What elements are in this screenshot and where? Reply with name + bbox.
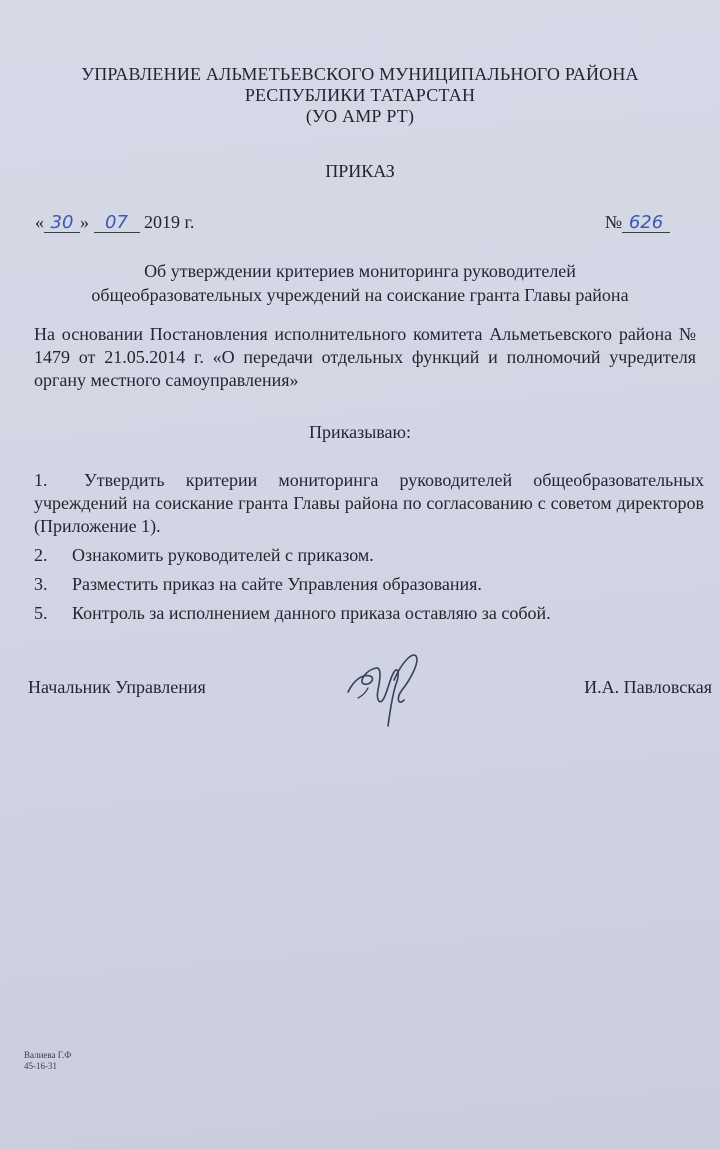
list-item (34, 469, 704, 538)
item-text: Ознакомить руководителей с приказом. (72, 545, 374, 565)
date-open-quote: « (35, 212, 44, 232)
handwritten-month: 07 (94, 214, 140, 233)
item-text: Утвердить критерии мониторинга руководителей общеобразовательных учреждений на соискание гранта Главы района по согласованию с советом директоров (Приложение 1). (34, 470, 704, 536)
handwritten-day: 30 (44, 214, 80, 233)
date-close-quote: » (80, 212, 89, 232)
number-prefix: № (604, 212, 622, 232)
handwritten-signature (340, 640, 430, 740)
item-number: 1. (34, 470, 48, 490)
order-word: Приказываю: (309, 422, 411, 442)
subject-line-2: общеобразовательных учреждений на соискание гранта Главы района (91, 285, 629, 305)
order-date (35, 212, 194, 233)
executor-phone: 45-16-31 (24, 1061, 57, 1071)
executor-name: Валиева Г.Ф (24, 1050, 72, 1060)
header-line-2: РЕСПУБЛИКИ ТАТАРСТАН (244, 85, 476, 105)
order-subject (0, 259, 720, 307)
document-title: ПРИКАЗ (325, 161, 395, 181)
date-number-row (35, 212, 670, 238)
list-item (34, 602, 704, 625)
item-number: 5. (34, 603, 48, 623)
date-year: 2019 г. (144, 212, 195, 232)
organization-header (0, 64, 720, 127)
basis-paragraph: На основании Постановления исполнительного комитета Альметьевского района № 1479 от 21.05.2014 г. «О передачи отдельных функций и полномочий учредителя органу местного самоуправления» (34, 324, 696, 390)
executor-footer (24, 1050, 71, 1072)
subject-line-1: Об утверждении критериев мониторинга руководителей (144, 261, 576, 281)
list-item (34, 573, 704, 596)
item-text: Разместить приказ на сайте Управления образования. (72, 574, 482, 594)
order-number (605, 212, 670, 233)
header-line-1: УПРАВЛЕНИЕ АЛЬМЕТЬЕВСКОГО МУНИЦИПАЛЬНОГО РАЙОНА (81, 64, 639, 84)
handwritten-number: 626 (622, 214, 670, 233)
item-text: Контроль за исполнением данного приказа оставляю за собой. (72, 603, 551, 623)
item-number: 2. (34, 545, 48, 565)
header-line-3: (УО АМР РТ) (305, 106, 415, 126)
list-item (34, 544, 704, 567)
item-number: 3. (34, 574, 48, 594)
order-items-list (34, 469, 704, 631)
signatory-name: И.А. Павловская (584, 677, 712, 697)
signatory-position: Начальник Управления (28, 677, 206, 697)
